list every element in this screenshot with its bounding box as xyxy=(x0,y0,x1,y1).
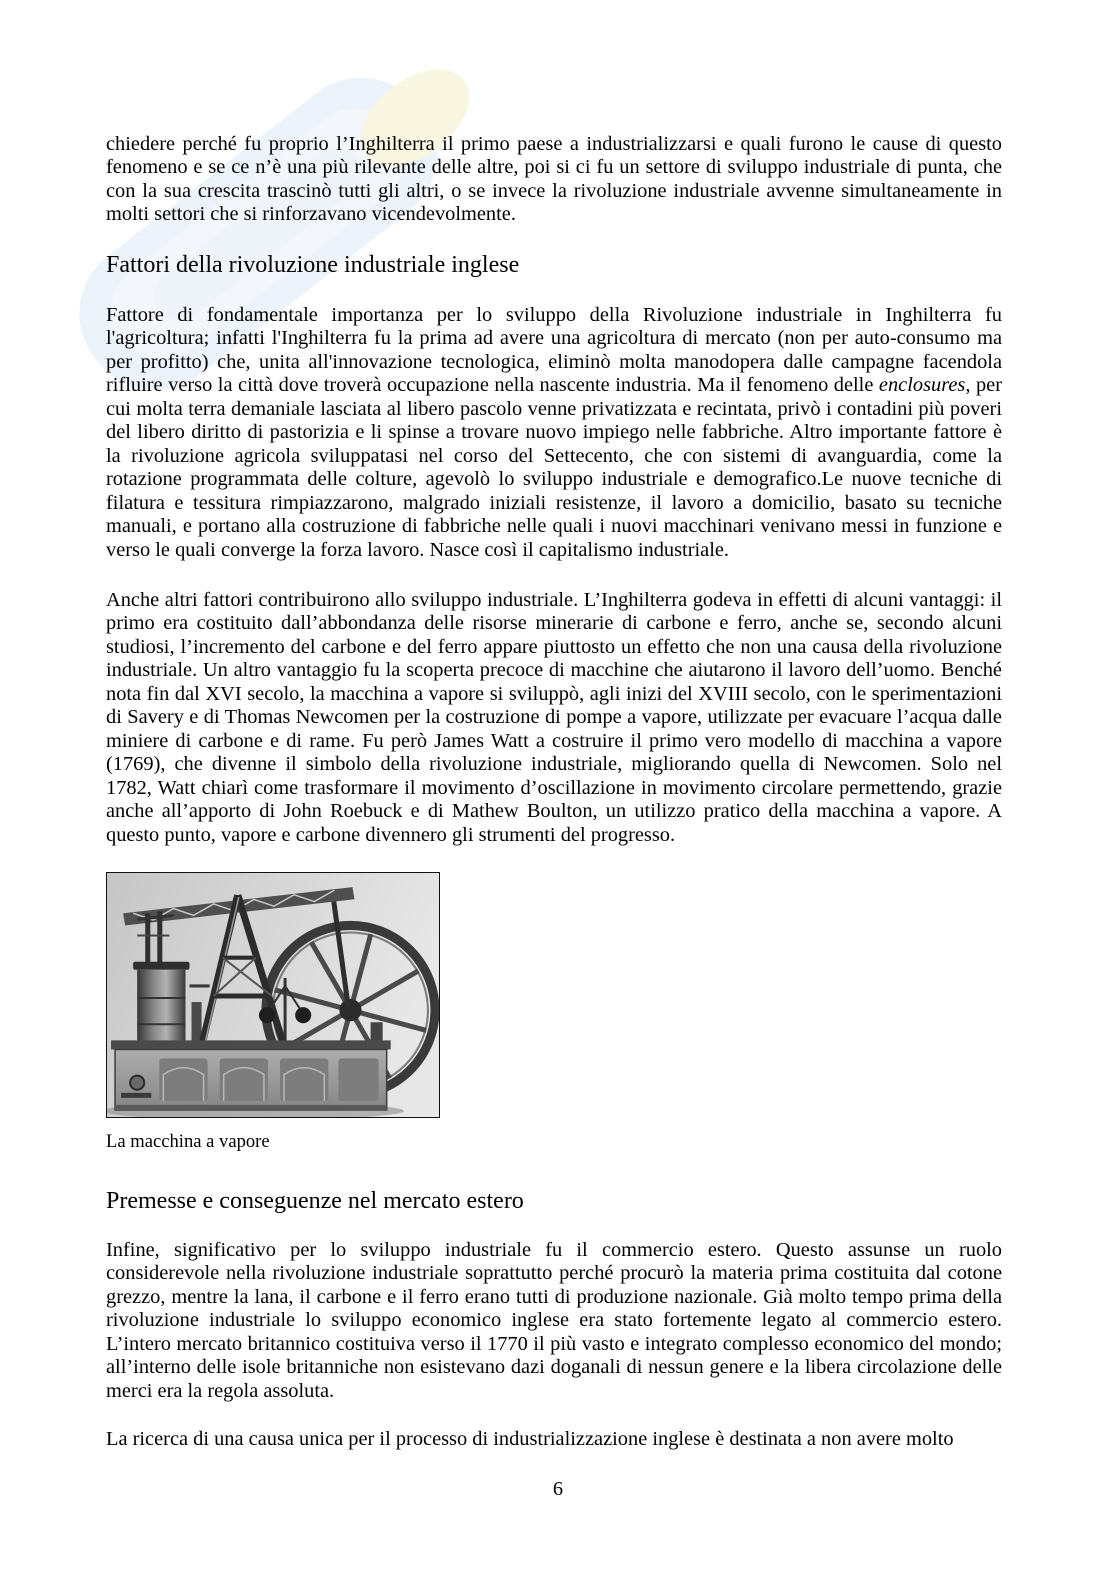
text-line: per profitto) che, unita all'innovazione tecnologica, eliminò molta manodopera dalle campagne facendola xyxy=(106,350,1002,373)
text-run: , per xyxy=(965,374,1003,397)
text-line: la rivoluzione agricola sviluppatasi nel corso del Settecento, che con sistemi di avanguardia, come la xyxy=(106,444,1002,467)
text-line: all’interno delle isole britanniche non esistevano dazi doganali di nessun genere e la libera circolazione delle xyxy=(106,1356,1002,1379)
text-line: fenomeno e se ce n’è una più rilevante delle altre, poi si ci fu un settore di sviluppo industriale di punta, che xyxy=(106,156,1002,179)
text-line: verso le quali converge la forza lavoro. Nasce così il capitalismo industriale. xyxy=(106,538,730,561)
engine-base xyxy=(111,1040,391,1110)
text-line: considerevole nella rivoluzione industriale soprattutto perché procurò la materia prima costituita dal cotone xyxy=(106,1262,1002,1285)
text-line: rivoluzione industriale lo sviluppo economico inglese era stato fortemente legato al commercio estero. xyxy=(106,1309,1002,1332)
text-line: merci era la regola assoluta. xyxy=(106,1379,335,1402)
text-line: 1782, Watt chiarì come trasformare il movimento d’oscillazione in movimento circolare permettendo, grazie xyxy=(106,776,1002,799)
text-line: anche all’apporto di John Roebuck e di Mathew Boulton, un utilizzo pratico della macchina a vapore. A xyxy=(106,800,1002,823)
text-line: miniere di carbone e di rame. Fu però James Watt a costruire il primo vero modello di macchina a vapore xyxy=(106,729,1002,752)
figure-caption: La macchina a vapore xyxy=(106,1131,270,1152)
text-line: Infine, significativo per lo sviluppo industriale fu il commercio estero. Questo assunse un ruolo xyxy=(106,1239,1002,1261)
text-line: con la sua crescita trascinò tutti gli altri, o se invece la rivoluzione industriale avvenne simultaneamente in xyxy=(106,179,1002,202)
text-line: primo era costituito dall’abbondanza delle risorse minerarie di carbone e ferro, anche se, secondo alcuni xyxy=(106,612,1002,635)
section-heading: Fattori della rivoluzione industriale inglese xyxy=(106,252,520,278)
text-line: filatura e tessitura rimpiazzarono, malgrado iniziali resistenze, il lavoro a domicilio, basato su tecniche xyxy=(106,491,1002,514)
text-line: nota fin dal XVI secolo, la macchina a vapore si sviluppò, agli inizi del XVIII secolo, con le sperimentazioni xyxy=(106,682,1002,705)
text-line: l'agricoltura; infatti l'Inghilterra fu la prima ad avere una agricoltura di mercato (non per auto-consumo ma xyxy=(106,327,1002,350)
text-line: L’intero mercato britannico costituiva verso il 1770 il più vasto e integrato complesso economico del mondo; xyxy=(106,1332,1002,1355)
text-line: (1769), che divenne il simbolo della rivoluzione industriale, migliorando quella di Newcomen. Solo nel xyxy=(106,753,1002,776)
intro-paragraph xyxy=(106,133,1002,227)
text-run: rifluire verso la città dove troverà occupazione nella nascente industria. Ma il fenomeno delle xyxy=(106,374,879,397)
body-paragraph xyxy=(106,304,1002,562)
page-number: 6 xyxy=(552,1478,564,1500)
text-line: industriale. Un altro vantaggio fu la scoperta precoce di macchine che aiutarono il lavoro dell’uomo. Benché xyxy=(106,659,1002,682)
text-line: cui molta terra demaniale lasciata al libero pascolo venne privatizzata e recintata, privò i contadini più poveri xyxy=(106,397,1002,420)
body-paragraph xyxy=(106,1428,1002,1451)
text-line: La ricerca di una causa unica per il processo di industrializzazione inglese è destinata a non avere molto xyxy=(106,1428,954,1450)
text-line: grezzo, mentre la lana, il carbone e il ferro erano tutti di produzione nazionale. Già molto tempo prima della xyxy=(106,1285,1002,1308)
body-paragraph xyxy=(106,589,1002,847)
figure xyxy=(106,872,440,1118)
text-line: Anche altri fattori contribuirono allo sviluppo industriale. L’Inghilterra godeva in effetti di alcuni vantaggi: il xyxy=(106,589,1002,611)
text-line: questo punto, vapore e carbone divennero gli strumenti del progresso. xyxy=(106,823,676,846)
text-line xyxy=(106,374,1002,397)
text-line: chiedere perché fu proprio l’Inghilterra il primo paese a industrializzarsi e quali furono le cause di questo xyxy=(106,133,1002,155)
text-line: molti settori che si rinforzavano vicendevolmente. xyxy=(106,203,516,226)
steam-engine-illustration xyxy=(107,873,439,1117)
text-line: del libero diritto di pastorizia e li spinse a trovare nuovo impiego nelle fabbriche. Altro importante fattore è xyxy=(106,421,1002,444)
cylinder xyxy=(131,962,191,1049)
section-heading: Premesse e conseguenze nel mercato estero xyxy=(106,1188,524,1214)
text-line: di Savery e di Thomas Newcomen per la costruzione di pompe a vapore, utilizzate per evacuare l’acqua dalle xyxy=(106,706,1002,729)
emphasized-term: enclosures xyxy=(878,374,966,397)
text-line: rotazione programmata delle colture, agevolò lo sviluppo industriale e demografico.Le nuove tecniche di xyxy=(106,468,1002,491)
text-line: Fattore di fondamentale importanza per lo sviluppo della Rivoluzione industriale in Inghilterra fu xyxy=(106,304,1002,326)
text-line: studiosi, l’incremento del carbone e del ferro appare piuttosto un effetto che non una causa della rivoluzione xyxy=(106,635,1002,658)
body-paragraph xyxy=(106,1239,1002,1403)
text-line: manuali, e portano alla costruzione di fabbriche nelle quali i nuovi macchinari venivano messi in funzione e xyxy=(106,515,1002,538)
